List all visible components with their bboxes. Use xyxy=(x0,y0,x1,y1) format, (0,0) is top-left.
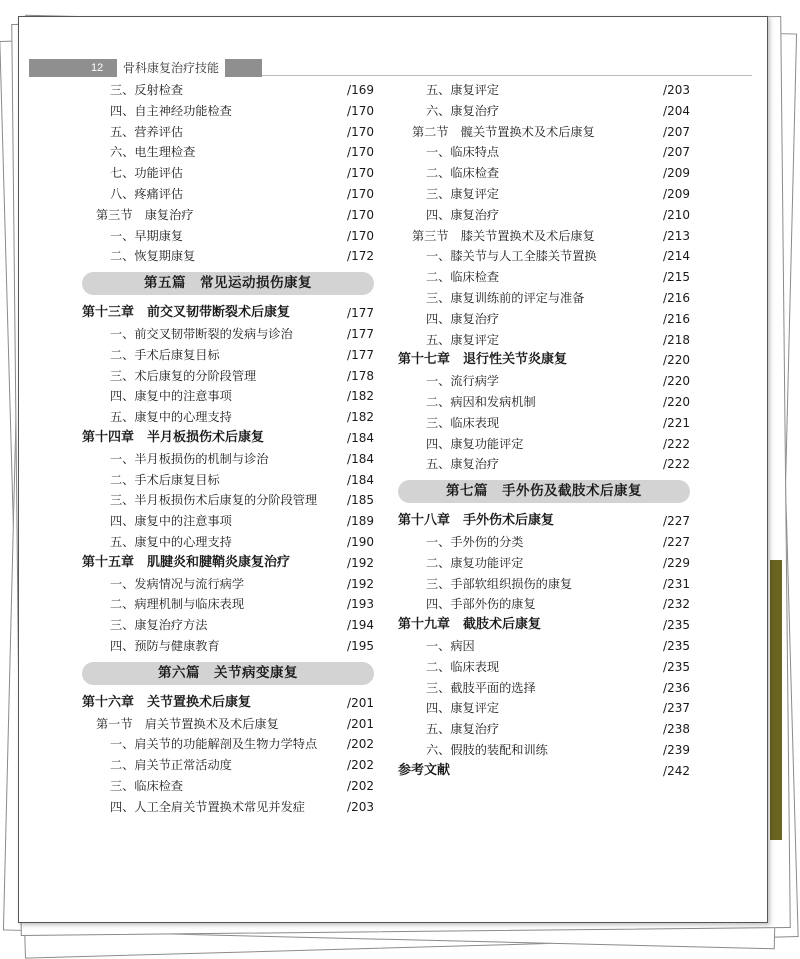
toc-page-number: /218 xyxy=(663,332,690,347)
toc-entry-title: 三、半月板损伤术后康复的分阶段管理 xyxy=(110,493,318,508)
toc-page-number: /177 xyxy=(347,326,374,341)
toc-page-number: /209 xyxy=(663,166,690,181)
toc-item-row[interactable] xyxy=(398,101,690,122)
toc-page-number: /229 xyxy=(663,555,690,570)
toc-item-row[interactable] xyxy=(398,678,690,699)
toc-item-row[interactable] xyxy=(82,122,374,143)
toc-page-number: /182 xyxy=(347,389,374,404)
toc-ref-row[interactable] xyxy=(398,761,690,782)
book-edge-stripe xyxy=(770,560,782,840)
toc-page-number: /195 xyxy=(347,638,374,653)
toc-page-number: /202 xyxy=(347,758,374,773)
toc-item-row[interactable] xyxy=(82,163,374,184)
toc-item-row[interactable] xyxy=(82,574,374,595)
toc-item-row[interactable] xyxy=(398,594,690,615)
toc-item-row[interactable] xyxy=(398,80,690,101)
toc-item-row[interactable] xyxy=(82,797,374,818)
toc-item-row[interactable] xyxy=(82,345,374,366)
toc-page-number: /192 xyxy=(347,555,374,570)
toc-entry-title: 二、临床检查 xyxy=(426,270,500,285)
toc-entry-title: 三、截肢平面的选择 xyxy=(426,680,536,695)
toc-page-number: /207 xyxy=(663,124,690,139)
toc-page-number: /216 xyxy=(663,290,690,305)
toc-item-row[interactable] xyxy=(82,776,374,797)
toc-page-number: /185 xyxy=(347,493,374,508)
toc-page-number: /170 xyxy=(347,207,374,222)
toc-item-row[interactable] xyxy=(398,246,690,267)
toc-entry-title: 一、发病情况与流行病学 xyxy=(110,576,245,591)
toc-page-number: /184 xyxy=(347,430,374,445)
toc-page-number: /235 xyxy=(663,638,690,653)
toc-right-column xyxy=(398,80,690,782)
toc-entry-title: 第三节 膝关节置换术及术后康复 xyxy=(412,228,595,243)
toc-item-row[interactable] xyxy=(398,657,690,678)
toc-item-row[interactable] xyxy=(82,594,374,615)
toc-entry-title: 一、早期康复 xyxy=(110,228,184,243)
toc-entry-title: 四、康复评定 xyxy=(426,701,500,716)
toc-page-number: /215 xyxy=(663,270,690,285)
toc-page-number: /202 xyxy=(347,778,374,793)
toc-item-row[interactable] xyxy=(82,755,374,776)
toc-item-row[interactable] xyxy=(82,366,374,387)
toc-entry-title: 第十五章 肌腱炎和腱鞘炎康复治疗 xyxy=(82,554,291,570)
toc-entry-title: 五、营养评估 xyxy=(110,124,184,139)
toc-item-row[interactable] xyxy=(82,407,374,428)
toc-page-number: /169 xyxy=(347,83,374,97)
toc-entry-title: 参考文献 xyxy=(398,762,451,778)
toc-page-number: /222 xyxy=(663,457,690,472)
toc-page-number: /236 xyxy=(663,680,690,695)
toc-section-row[interactable] xyxy=(398,122,690,143)
part-heading xyxy=(82,659,374,689)
toc-page-number: /170 xyxy=(347,124,374,139)
toc-entry-title: 二、病理机制与临床表现 xyxy=(110,597,245,612)
toc-item-row[interactable] xyxy=(398,413,690,434)
toc-page-number: /201 xyxy=(347,716,374,731)
toc-chapter-row[interactable] xyxy=(398,350,690,371)
toc-entry-title: 四、人工全肩关节置换术常见并发症 xyxy=(110,799,305,814)
toc-page-number: /232 xyxy=(663,597,690,612)
toc-page-number: /193 xyxy=(347,597,374,612)
toc-chapter-row[interactable] xyxy=(82,693,374,714)
toc-entry-title: 四、康复功能评定 xyxy=(426,436,524,451)
toc-entry-title: 七、功能评估 xyxy=(110,166,184,181)
toc-item-row[interactable] xyxy=(82,511,374,532)
toc-page-number: /235 xyxy=(663,618,690,633)
toc-section-row[interactable] xyxy=(82,714,374,735)
part-title: 第五篇 常见运动损伤康复 xyxy=(82,272,374,295)
toc-page-number: /170 xyxy=(347,145,374,160)
page-header xyxy=(29,59,262,77)
toc-entry-title: 三、反射检查 xyxy=(110,83,184,97)
page-number: 12 xyxy=(91,62,104,74)
toc-entry-title: 第十六章 关节置换术后康复 xyxy=(82,694,252,710)
toc-item-row[interactable] xyxy=(398,309,690,330)
toc-page-number: /172 xyxy=(347,249,374,264)
toc-page-number: /203 xyxy=(347,799,374,814)
toc-page-number: /220 xyxy=(663,353,690,368)
toc-chapter-row[interactable] xyxy=(82,553,374,574)
toc-section-row[interactable] xyxy=(398,226,690,247)
toc-item-row[interactable] xyxy=(82,80,374,101)
toc-page-number: /220 xyxy=(663,374,690,389)
toc-entry-title: 一、半月板损伤的机制与诊治 xyxy=(110,451,269,466)
toc-page-number: /220 xyxy=(663,394,690,409)
toc-entry-title: 三、临床检查 xyxy=(110,778,184,793)
toc-page-number: /184 xyxy=(347,472,374,487)
toc-entry-title: 四、手部外伤的康复 xyxy=(426,597,536,612)
toc-item-row[interactable] xyxy=(82,226,374,247)
toc-chapter-row[interactable] xyxy=(82,428,374,449)
toc-item-row[interactable] xyxy=(82,246,374,267)
toc-entry-title: 六、康复治疗 xyxy=(426,103,500,118)
toc-entry-title: 一、膝关节与人工全膝关节置换 xyxy=(426,249,597,264)
toc-item-row[interactable] xyxy=(398,371,690,392)
toc-item-row[interactable] xyxy=(82,449,374,470)
toc-item-row[interactable] xyxy=(82,615,374,636)
toc-page-number: /178 xyxy=(347,368,374,383)
part-heading xyxy=(82,269,374,299)
toc-page-number: /202 xyxy=(347,737,374,752)
toc-page-number: /204 xyxy=(663,103,690,118)
toc-entry-title: 第十八章 手外伤术后康复 xyxy=(398,513,555,529)
toc-entry-title: 四、康复治疗 xyxy=(426,311,500,326)
toc-entry-title: 四、康复中的注意事项 xyxy=(110,389,232,404)
toc-entry-title: 五、康复中的心理支持 xyxy=(110,534,232,549)
part-title: 第七篇 手外伤及截肢术后康复 xyxy=(398,480,690,503)
toc-entry-title: 五、康复中的心理支持 xyxy=(110,410,232,425)
toc-item-row[interactable] xyxy=(398,698,690,719)
toc-page-number: /170 xyxy=(347,103,374,118)
toc-page-number: /207 xyxy=(663,145,690,160)
toc-entry-title: 第十四章 半月板损伤术后康复 xyxy=(82,429,265,445)
toc-entry-title: 一、肩关节的功能解剖及生物力学特点 xyxy=(110,737,318,752)
toc-page-number: /182 xyxy=(347,410,374,425)
toc-item-row[interactable] xyxy=(398,163,690,184)
toc-entry-title: 五、康复评定 xyxy=(426,332,500,347)
toc-page-number: /221 xyxy=(663,415,690,430)
toc-entry-title: 四、康复治疗 xyxy=(426,207,500,222)
toc-entry-title: 三、手部软组织损伤的康复 xyxy=(426,576,573,591)
toc-entry-title: 四、自主神经功能检查 xyxy=(110,103,232,118)
toc-page-number: /227 xyxy=(663,514,690,529)
toc-entry-title: 六、假肢的装配和训练 xyxy=(426,742,548,757)
toc-entry-title: 二、临床表现 xyxy=(426,659,500,674)
toc-item-row[interactable] xyxy=(398,288,690,309)
toc-item-row[interactable] xyxy=(82,490,374,511)
toc-page-number: /201 xyxy=(347,695,374,710)
toc-entry-title: 第十三章 前交叉韧带断裂术后康复 xyxy=(82,305,291,321)
toc-page-number: /227 xyxy=(663,534,690,549)
toc-entry-title: 一、流行病学 xyxy=(426,374,500,389)
part-heading xyxy=(398,477,690,507)
toc-page-number: /214 xyxy=(663,249,690,264)
toc-item-row[interactable] xyxy=(398,392,690,413)
toc-item-row[interactable] xyxy=(398,330,690,351)
toc-item-row[interactable] xyxy=(82,470,374,491)
toc-item-row[interactable] xyxy=(82,734,374,755)
toc-item-row[interactable] xyxy=(398,205,690,226)
toc-page-number: /235 xyxy=(663,659,690,674)
toc-section-row[interactable] xyxy=(82,205,374,226)
toc-chapter-row[interactable] xyxy=(82,303,374,324)
toc-entry-title: 第一节 肩关节置换术及术后康复 xyxy=(96,716,279,731)
toc-page-number: /170 xyxy=(347,228,374,243)
toc-entry-title: 三、术后康复的分阶段管理 xyxy=(110,368,257,383)
toc-page-number: /177 xyxy=(347,306,374,321)
toc-entry-title: 四、康复中的注意事项 xyxy=(110,514,232,529)
toc-entry-title: 五、康复治疗 xyxy=(426,722,500,737)
toc-entry-title: 三、康复治疗方法 xyxy=(110,618,208,633)
book-title: 骨科康复治疗技能 xyxy=(117,59,225,77)
toc-item-row[interactable] xyxy=(82,142,374,163)
toc-entry-title: 八、疼痛评估 xyxy=(110,186,184,201)
toc-item-row[interactable] xyxy=(398,636,690,657)
toc-entry-title: 三、临床表现 xyxy=(426,415,500,430)
toc-entry-title: 一、临床特点 xyxy=(426,145,500,160)
toc-entry-title: 第二节 髋关节置换术及术后康复 xyxy=(412,124,595,139)
toc-entry-title: 三、康复评定 xyxy=(426,186,500,201)
toc-item-row[interactable] xyxy=(398,434,690,455)
toc-item-row[interactable] xyxy=(398,740,690,761)
toc-entry-title: 第三节 康复治疗 xyxy=(96,207,194,222)
toc-page-number: /194 xyxy=(347,618,374,633)
toc-item-row[interactable] xyxy=(398,574,690,595)
toc-item-row[interactable] xyxy=(398,142,690,163)
toc-entry-title: 一、病因 xyxy=(426,638,475,653)
toc-item-row[interactable] xyxy=(398,184,690,205)
toc-item-row[interactable] xyxy=(82,386,374,407)
toc-item-row[interactable] xyxy=(82,101,374,122)
toc-entry-title: 二、手术后康复目标 xyxy=(110,472,220,487)
toc-page-number: /216 xyxy=(663,311,690,326)
toc-page-number: /242 xyxy=(663,763,690,778)
toc-page-number: /210 xyxy=(663,207,690,222)
toc-entry-title: 二、临床检查 xyxy=(426,166,500,181)
toc-item-row[interactable] xyxy=(82,324,374,345)
toc-entry-title: 一、前交叉韧带断裂的发病与诊治 xyxy=(110,326,293,341)
toc-entry-title: 第十七章 退行性关节炎康复 xyxy=(398,352,568,368)
toc-left-column xyxy=(82,80,374,818)
toc-entry-title: 五、康复评定 xyxy=(426,83,500,97)
toc-page-number: /213 xyxy=(663,228,690,243)
toc-item-row[interactable] xyxy=(398,553,690,574)
toc-entry-title: 二、肩关节正常活动度 xyxy=(110,758,232,773)
toc-page-number: /170 xyxy=(347,186,374,201)
header-rule xyxy=(262,75,752,76)
toc-page-number: /203 xyxy=(663,83,690,97)
part-title: 第六篇 关节病变康复 xyxy=(82,662,374,685)
toc-page-number: /231 xyxy=(663,576,690,591)
toc-page-number: /237 xyxy=(663,701,690,716)
toc-page-number: /209 xyxy=(663,186,690,201)
toc-entry-title: 二、病因和发病机制 xyxy=(426,394,536,409)
toc-item-row[interactable] xyxy=(398,532,690,553)
toc-page-number: /239 xyxy=(663,742,690,757)
toc-entry-title: 一、手外伤的分类 xyxy=(426,534,524,549)
toc-chapter-row[interactable] xyxy=(398,615,690,636)
toc-entry-title: 六、电生理检查 xyxy=(110,145,196,160)
toc-entry-title: 三、康复训练前的评定与准备 xyxy=(426,290,585,305)
toc-entry-title: 二、康复功能评定 xyxy=(426,555,524,570)
toc-item-row[interactable] xyxy=(82,184,374,205)
toc-item-row[interactable] xyxy=(398,267,690,288)
toc-page-number: /184 xyxy=(347,451,374,466)
toc-entry-title: 四、预防与健康教育 xyxy=(110,638,220,653)
toc-page-number: /190 xyxy=(347,534,374,549)
toc-page-number: /222 xyxy=(663,436,690,451)
toc-chapter-row[interactable] xyxy=(398,511,690,532)
toc-entry-title: 五、康复治疗 xyxy=(426,457,500,472)
toc-page-number: /238 xyxy=(663,722,690,737)
toc-entry-title: 二、恢复期康复 xyxy=(110,249,196,264)
toc-page-number: /192 xyxy=(347,576,374,591)
toc-page-number: /177 xyxy=(347,347,374,362)
toc-entry-title: 第十九章 截肢术后康复 xyxy=(398,617,542,633)
toc-page-number: /189 xyxy=(347,514,374,529)
toc-item-row[interactable] xyxy=(398,719,690,740)
toc-entry-title: 二、手术后康复目标 xyxy=(110,347,220,362)
toc-page-number: /170 xyxy=(347,166,374,181)
toc-item-row[interactable] xyxy=(82,636,374,657)
toc-item-row[interactable] xyxy=(82,532,374,553)
toc-item-row[interactable] xyxy=(398,454,690,475)
